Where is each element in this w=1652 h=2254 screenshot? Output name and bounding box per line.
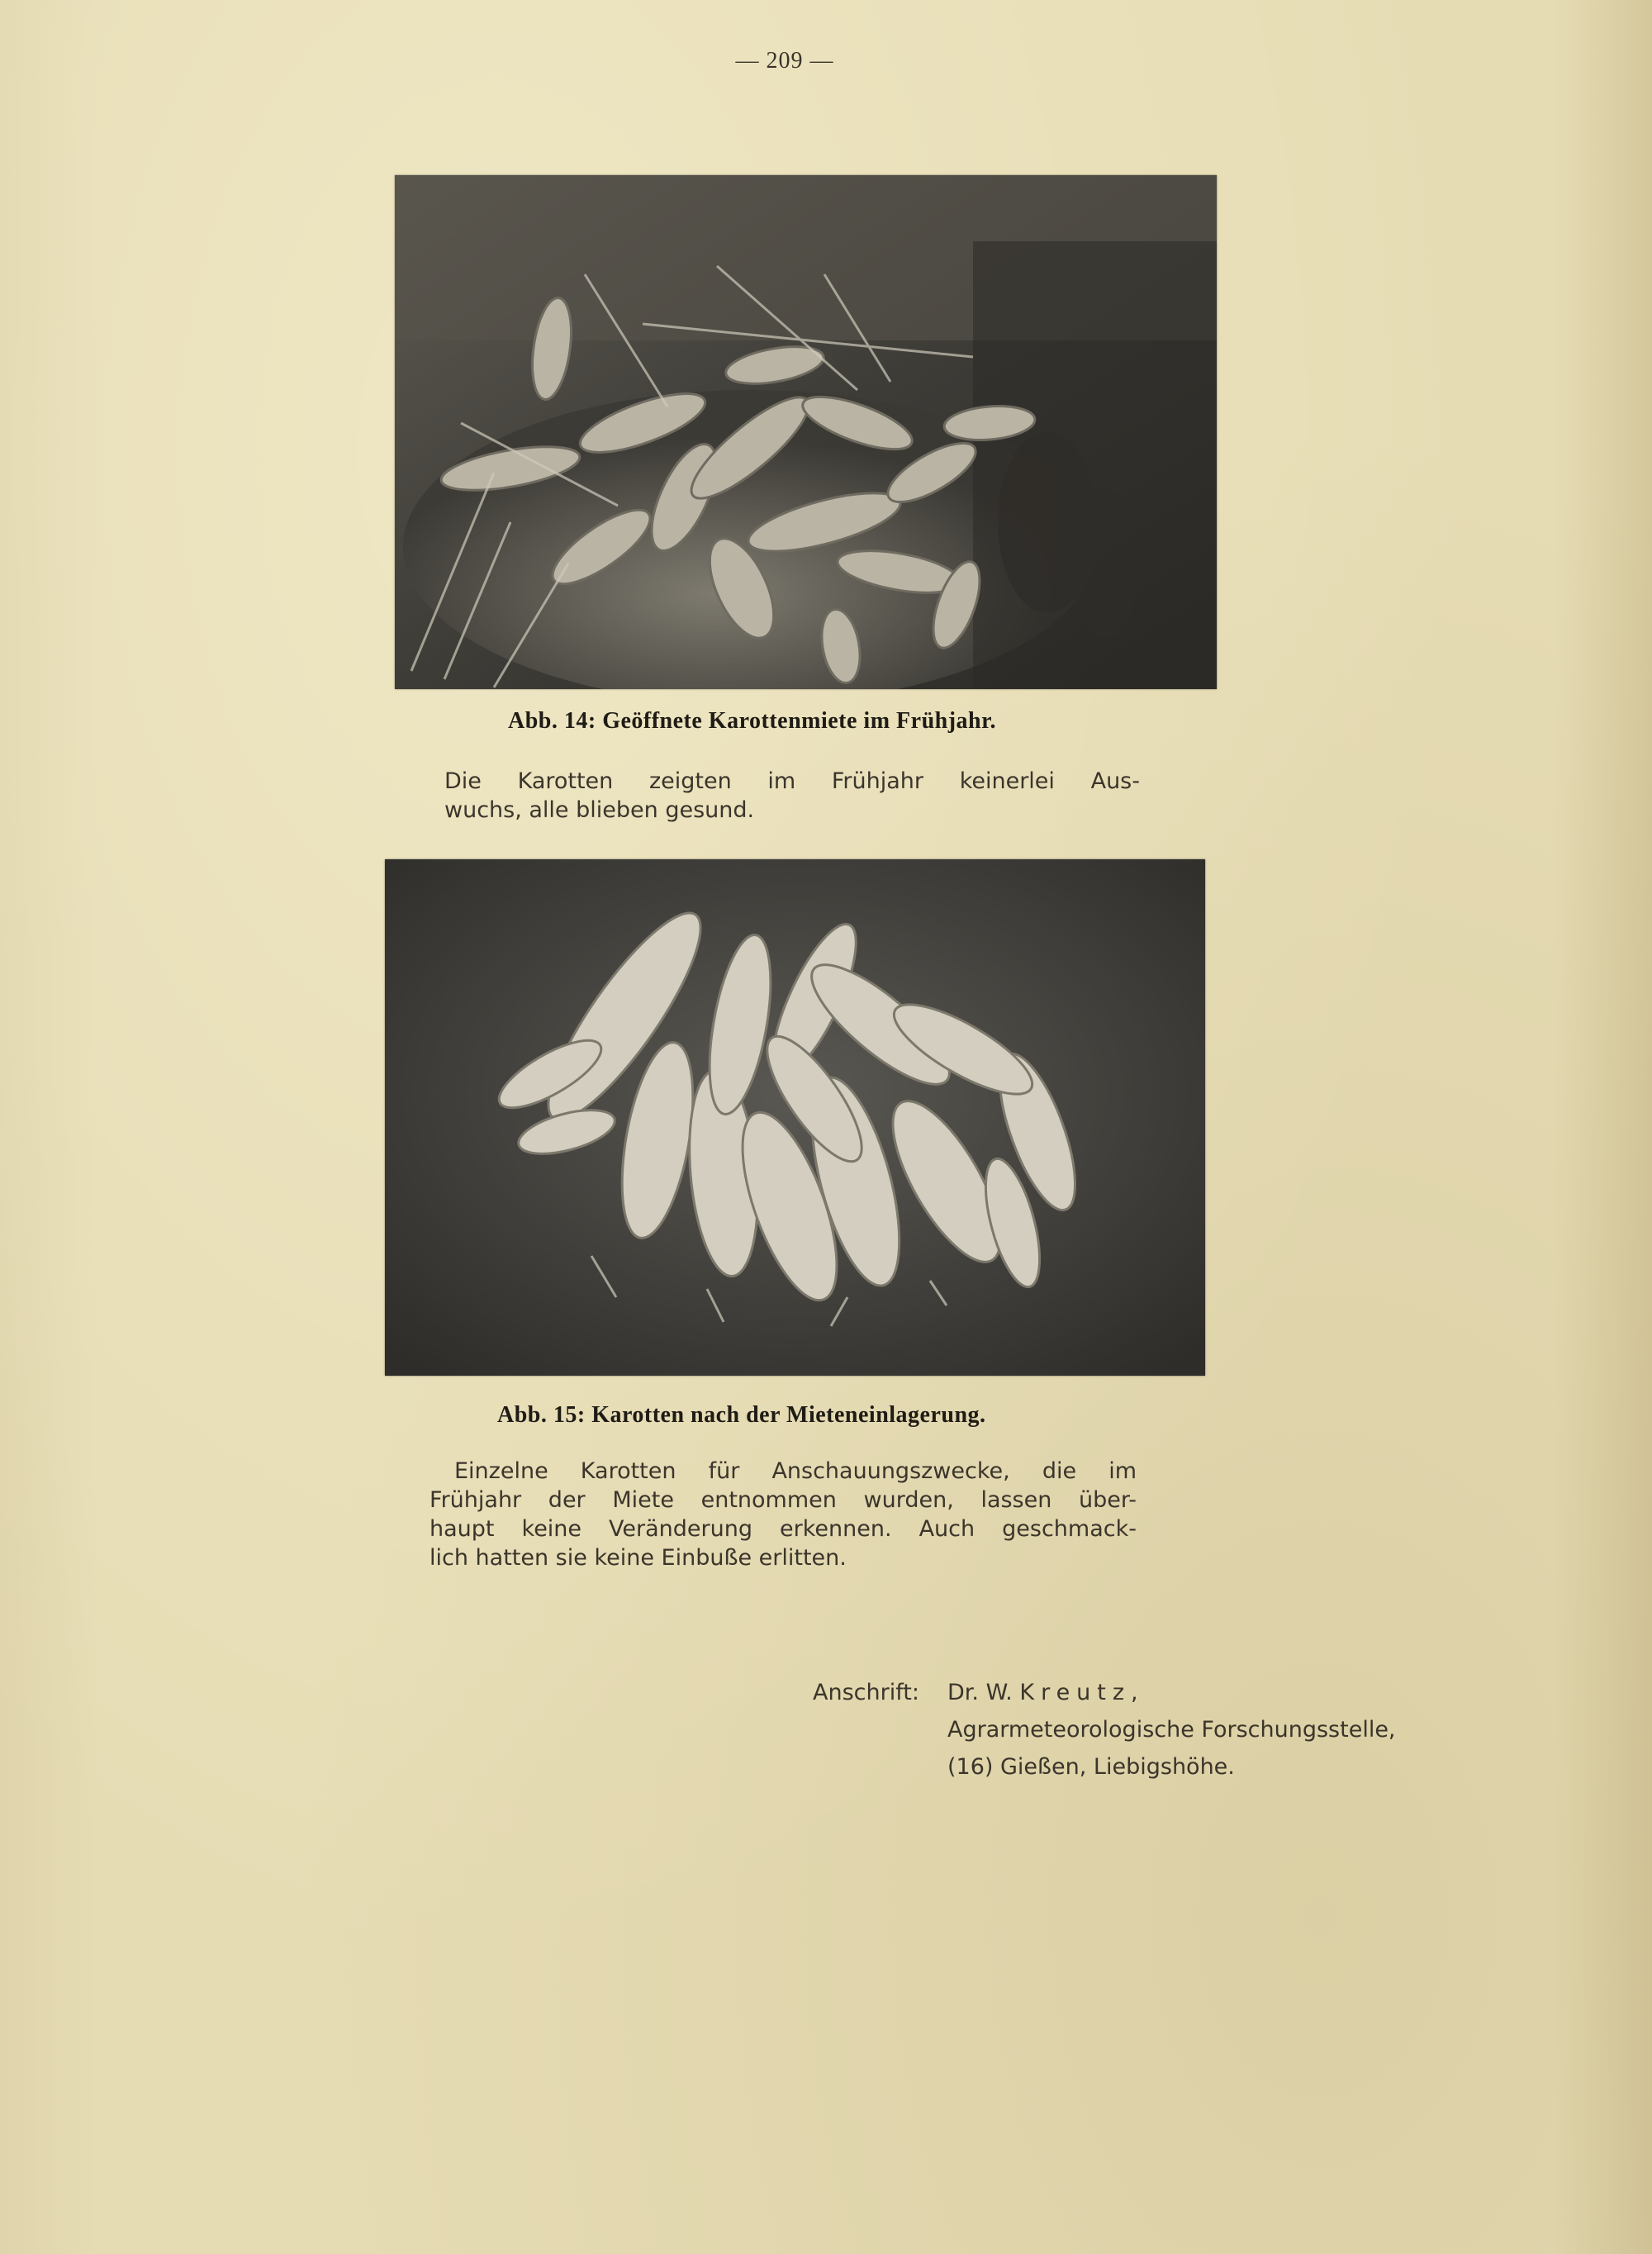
- figure-15-caption: Abb. 15: Karotten nach der Mieteneinlagerung.: [497, 1402, 986, 1428]
- address-name-surname: Kreutz,: [1019, 1680, 1145, 1705]
- address-name-prefix: Dr. W.: [947, 1680, 1013, 1705]
- page-number: — 209 —: [735, 48, 834, 74]
- figure-15-description-line: haupt keine Veränderung erkennen. Auch geschmack-: [430, 1516, 1137, 1542]
- address-name: [947, 1674, 1145, 1711]
- figure-14-photo: [395, 175, 1217, 689]
- figure-14-caption: Abb. 14: Geöffnete Karottenmiete im Frühjahr.: [508, 708, 996, 734]
- figure-14-description-line: Die Karotten zeigten im Frühjahr keinerlei Aus-: [444, 768, 1140, 794]
- figure-15-description-line: Einzelne Karotten für Anschauungszwecke, die im: [454, 1458, 1137, 1484]
- address-label: Anschrift:: [813, 1680, 919, 1705]
- figure-15-description: [430, 1457, 1137, 1572]
- figure-15-photo: [385, 859, 1205, 1376]
- figure-15-description-line: lich hatten sie keine Einbuße erlitten.: [430, 1545, 847, 1571]
- figure-14-description: [444, 767, 1140, 825]
- address-city: (16) Gießen, Liebigshöhe.: [947, 1754, 1235, 1780]
- figure-14-description-line: wuchs, alle blieben gesund.: [444, 797, 755, 823]
- figure-15-description-line: Frühjahr der Miete entnommen wurden, lassen über-: [430, 1487, 1137, 1513]
- address-institute: Agrarmeteorologische Forschungsstelle,: [947, 1717, 1396, 1743]
